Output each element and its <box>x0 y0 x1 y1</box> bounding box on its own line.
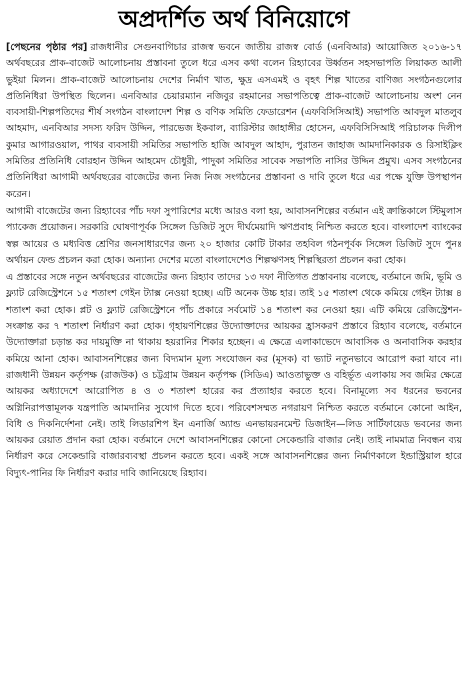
article-body <box>6 40 462 671</box>
paragraph-text: রাজধানীর সেগুনবাগিচার রাজস্ব ভবনে জাতীয় রাজস্ব বোর্ড (এনবিআর) আয়োজিত ২০১৬-১৭ অর্থবছরের প্রাক-বাজেট আলোচনায় প্রস্তাবনা তুলে ধরে এসব কথা বলেন রিহ্যাবের উর্ধ্বতন সহসভাপতি লিয়াকত আলী ভুইয়া মিলন। প্রাক-বাজেট আলোচনায় দেশের নির্মাণ খাত, ক্ষুদ্র এসএমই ও বৃহৎ শিল্প খাতের বাণিজ্য সংগঠনগুলোর প্রতিনিধিরা উপস্থিত ছিলেন। এনবিআর চেয়ারম্যান নজিবুর রহমানের সভাপতিত্বে প্রাক-বাজেট আলোচনায় অংশ নেন ব্যবসায়ী-শিল্পপতিদের শীর্ষ সংগঠন বাংলাদেশ শিল্প ও বণিক সমিতি ফেডারেশন (এফবিসিসিআই) সভাপতি আবদুল মাতলুব আহমাদ, এনবিআর সদস্য ফরিদ উদ্দিন, পারভেজ ইকবাল, ব্যারিস্টার জাহাঙ্গীর হোসেন, এফবিসিসিআই পরিচালক দিলীপ কুমার আগারওয়াল, পাথর ব্যবসায়ী সমিতির সভাপতি হাজি আবদুল আহাদ, পুরাতন জাহাজ আমদানিকারক ও রিসাইক্লিং সমিতির প্রতিনিধি বোরহান উদ্দিন আহমেদ চৌধুরী, পাদুকা সমিতির সাবেক সভাপতি নাসির উদ্দিন প্রমুখ। এসব সংগঠনের প্রতিনিধিরা আগামী অর্থবছরের বাজেটের জন্য নিজ নিজ সংগঠনের প্রস্তাবনা ও দাবি তুলে ধরে এর পক্ষে যুক্তি উপস্থাপন করেন। <box>6 42 462 200</box>
continuation-tag: [পেছনের পৃষ্ঠার পর] <box>6 42 88 53</box>
article-paragraph: এ প্রস্তাবের সঙ্গে নতুন অর্থবছরের বাজেটের জন্য রিহ্যাব তাদের ১৩ দফা নীতিগত প্রস্তাবনায় বলেছে, বর্তমানে জমি, ভূমি ও ফ্ল্যাট রেজিস্ট্রেশনে ১৫ শতাংশ গেইন ট্যাক্স নেওয়া হচ্ছে। এটি অনেক উচ্চ হার। তাই ১৫ শতাংশ থেকে কমিয়ে গেইন ট্যাক্স ৪ শতাংশ করা হোক। প্লট ও ফ্ল্যাট রেজিস্ট্রেশনে পাঁচ প্রকারে সর্বমোট ১৪ শতাংশ কর নেওয়া হয়। এটি কমিয়ে রেজিস্ট্রেশন-সংক্রান্ত কর ৭ শতাংশ নির্ধারণ করা হোক। গৃহায়ণশিল্পের উদ্যোক্তাদের আয়কর হ্রাসকরণ প্রস্তাবে রিহ্যাব বলেছে, বর্তমানে উদ্যোক্তারা চড়ান্ত কর দায়মুক্তি না থাকায় হয়রানির শিকার হচ্ছেন। এ ক্ষেত্রে এলাকাভেদে আবাসিক ও অনাবাসিক করহার কমিয়ে আনা হোক। আবাসনশিল্পের জন্য বিদ্যমান মূল্য সংযোজন কর (মূসক) বা ভ্যাট নতুনভাবে আরোপ করা যাবে না। রাজধানী উন্নয়ন কর্তৃপক্ষ (রাজউক) ও চট্টগ্রাম উন্নয়ন কর্তৃপক্ষ (সিডিএ) আওতাভুক্ত ও বহির্ভূত এলাকায় সব জমির ক্ষেত্রে আয়কর অধ্যাদেশে আরোপিত ৪ ও ৩ শতাংশ হারের কর প্রত্যাহার করতে হবে। বিনামূল্যে সব ধরনের ভবনের অগ্নিনিরাপত্তামূলক যন্ত্রপাতি আমদানির সুযোগ দিতে হবে। পরিবেশসম্মত নগরায়ণ নিশ্চিত করতে বর্তমানে কোনো আইন, বিধি ও দিকনির্দেশনা নেই। তাই লিডারশিপ ইন এনার্জি অ্যান্ড এনভায়রনমেন্ট ডিজাইন—লিড সার্টিফায়েড ভবনের জন্য আয়কর রেয়াত প্রদান করা হোক। বর্তমানে দেশে আবাসনশিল্পের কোনো সেকেন্ডারি বাজার নেই। তাই নামমাত্র নিবন্ধন ব্যয় নির্ধারণ করে সেকেন্ডারি বাজারব্যবস্থা প্রচলন করতে হবে। একই সঙ্গে আবাসনশিল্পের জন্য নির্মাণকালে ইন্ডাস্ট্রিয়াল হারে বিদ্যুৎ-পানির ফি নির্ধারণ করার দাবি জানিয়েছে রিহ্যাব। <box>6 272 462 479</box>
article-paragraph <box>6 40 462 203</box>
article-paragraph: আগামী বাজেটের জন্য রিহ্যাবের পাঁচ দফা সুপারিশের মধ্যে আরও বলা হয়, আবাসনশিল্পের বর্তমান এই ক্রান্তিকালে স্টিমুলাস প্যাকেজ প্রয়োজন। সরকারি ঘোষণাপূর্বক সিঙ্গেল ডিজিট সুদে দীর্ঘমেয়াদি ঋণপ্রবাহ নিশ্চিত করতে হবে। বাংলাদেশ ব্যাংকের স্বল্প আয়ের ও মধ্যবিত্ত শ্রেণির জনসাধারণের জন্য ২০ হাজার কোটি টাকার তহবিল গঠনপূর্বক সিঙ্গেল ডিজিট সুদে পুনঃ অর্থায়ন ফেন্ড প্রচলন করা হোক। অন্যান্য দেশের মতো বাংলাদেশেও শিল্পঋণসহ শিল্পস্থিরতা প্রচলন করা হোক। <box>6 205 462 266</box>
article-headline: অপ্রদর্শিত অর্থ বিনিয়োগে <box>118 7 350 33</box>
